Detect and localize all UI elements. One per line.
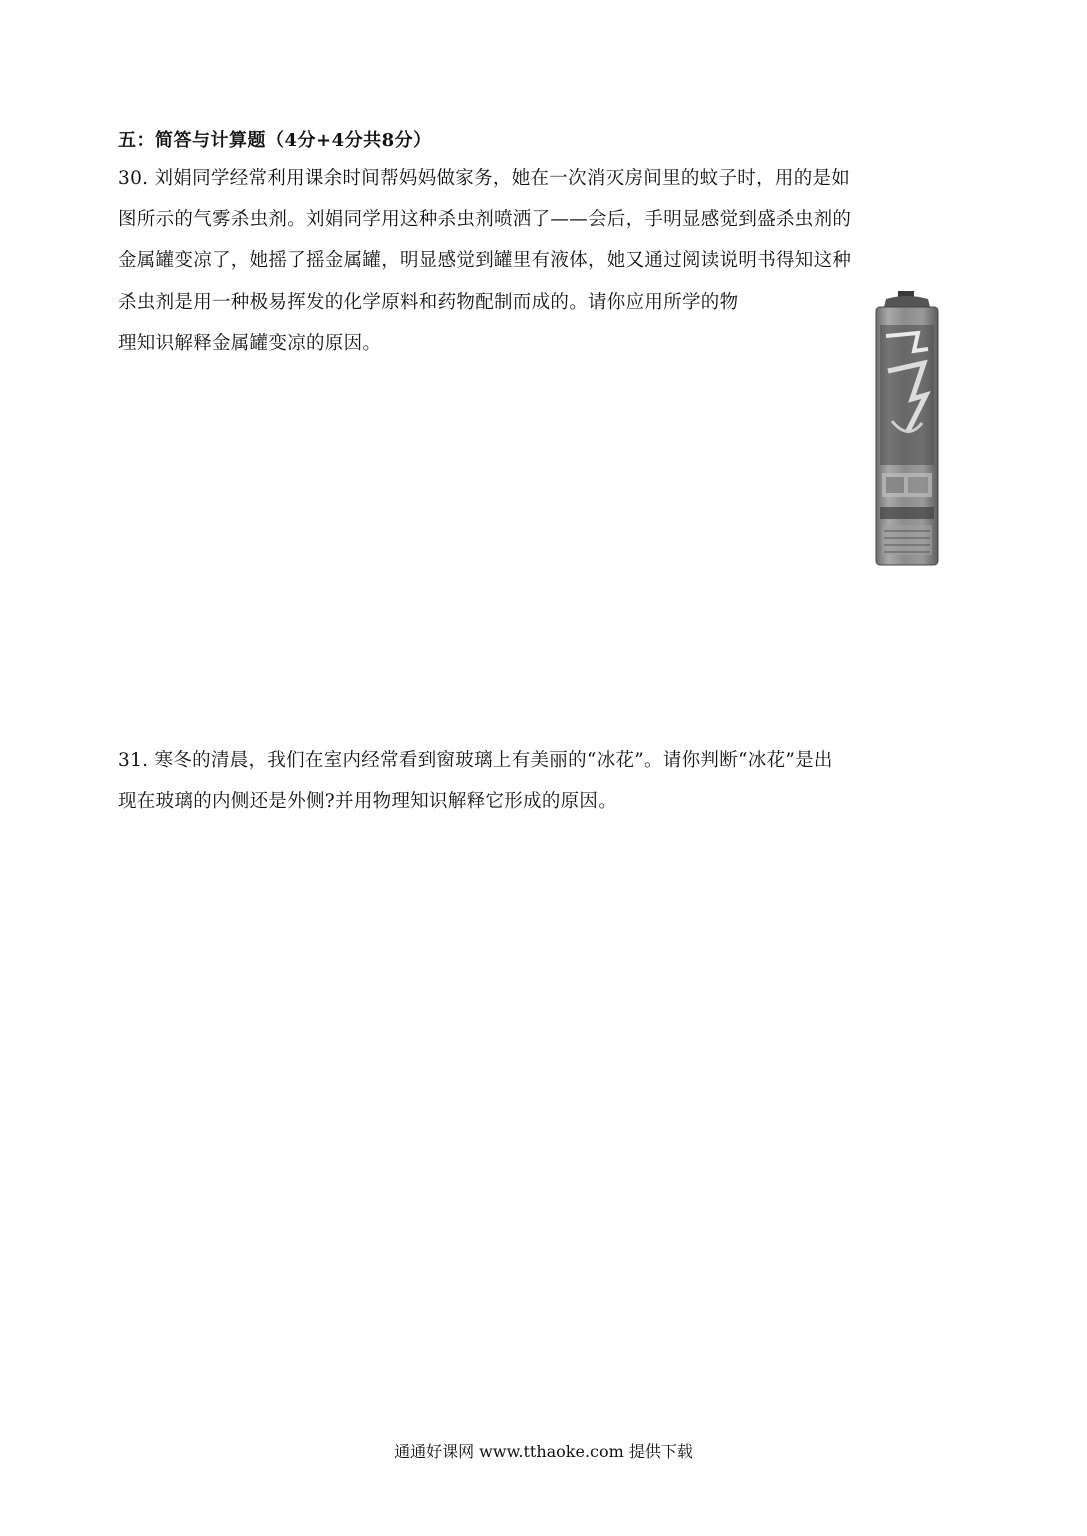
question-30-line-1: 30. 刘娟同学经常利用课余时间帮妈妈做家务，她在一次消灭房间里的蚊子时，用的是如 — [118, 168, 851, 189]
question-30-line-2: 图所示的气雾杀虫剂。刘娟同学用这种杀虫剂喷洒了——会后，手明显感觉到盛杀虫剂的 — [118, 209, 852, 230]
question-30-line-3: 金属罐变凉了，她摇了摇金属罐，明显感觉到罐里有液体，她又通过阅读说明书得知这种 — [118, 250, 852, 271]
footer-source: 通通好课网 www.tthaoke.com 提供下载 — [394, 1442, 693, 1461]
question-31-line-2: 现在玻璃的内侧还是外侧?并用物理知识解释它形成的原因。 — [118, 791, 618, 812]
question-30-line-5: 理知识解释金属罐变凉的原因。 — [118, 333, 382, 354]
aerosol-spray-can-figure — [868, 291, 946, 567]
question-31-line-1: 31. 寒冬的清晨，我们在室内经常看到窗玻璃上有美丽的“冰花”。请你判断“冰花”是出 — [118, 750, 833, 771]
question-30-line-4: 杀虫剂是用一种极易挥发的化学原料和药物配制而成的。请你应用所学的物 — [118, 292, 739, 313]
section-title: 五：简答与计算题（4分+4分共8分） — [118, 130, 432, 151]
